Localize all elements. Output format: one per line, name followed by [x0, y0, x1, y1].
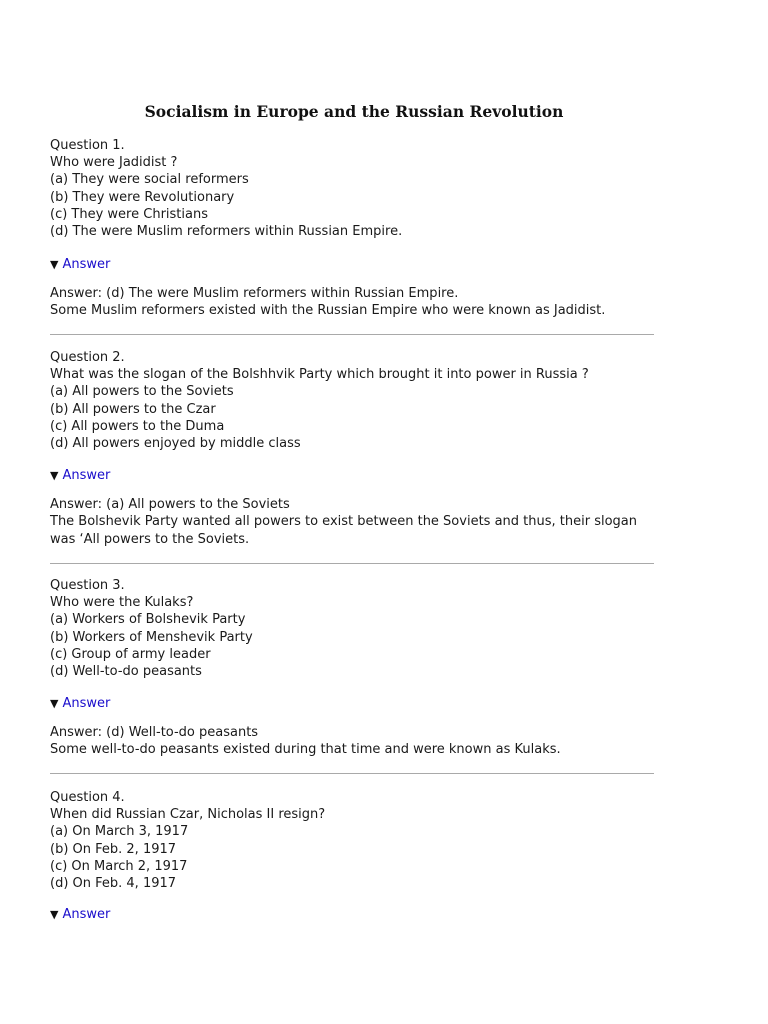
- question-text: Who were the Kulaks?: [50, 595, 194, 611]
- answer-toggle-label: Answer: [62, 257, 111, 272]
- answer-toggle[interactable]: [50, 695, 110, 712]
- option-a: (a) Workers of Bolshevik Party: [50, 612, 246, 628]
- question-number: Question 2.: [50, 350, 125, 365]
- option-d: (d) The were Muslim reformers within Russian Empire.: [50, 224, 403, 240]
- answer-toggle[interactable]: [50, 467, 110, 484]
- option-b: (b) On Feb. 2, 1917: [50, 841, 177, 857]
- question-number: Question 3.: [50, 578, 125, 593]
- option-c: (c) On March 2, 1917: [50, 858, 188, 874]
- question-number: Question 1.: [50, 138, 125, 153]
- question-block: [50, 137, 654, 240]
- triangle-down-icon: ▼: [50, 908, 59, 921]
- divider: [50, 563, 654, 564]
- option-a: (a) On March 3, 1917: [50, 824, 189, 840]
- answer-block: [50, 285, 654, 320]
- question-text: What was the slogan of the Bolshhvik Party which brought it into power in Russia ?: [50, 367, 589, 383]
- answer-text: Answer: (d) The were Muslim reformers within Russian Empire.: [50, 286, 459, 301]
- divider: [50, 773, 654, 774]
- divider: [50, 334, 654, 335]
- question-number: Question 4.: [50, 790, 125, 805]
- question-text: Who were Jadidist ?: [50, 155, 178, 171]
- option-d: (d) On Feb. 4, 1917: [50, 876, 177, 892]
- question-block: [50, 577, 654, 680]
- answer-explanation: The Bolshevik Party wanted all powers to exist between the Soviets and thus, their slogan was ‘All powers to the Soviets.: [50, 514, 637, 547]
- option-b: (b) All powers to the Czar: [50, 401, 216, 417]
- question-text: When did Russian Czar, Nicholas II resign?: [50, 807, 326, 823]
- option-a: (a) They were social reformers: [50, 172, 249, 188]
- question-block: [50, 349, 654, 452]
- answer-toggle-label: Answer: [62, 907, 111, 922]
- answer-toggle-label: Answer: [62, 468, 111, 483]
- question-block: [50, 789, 654, 892]
- answer-toggle[interactable]: [50, 906, 110, 923]
- triangle-down-icon: ▼: [50, 258, 59, 271]
- page-title: Socialism in Europe and the Russian Revolution: [144, 102, 564, 121]
- answer-explanation: Some Muslim reformers existed with the Russian Empire who were known as Jadidist.: [50, 303, 606, 319]
- triangle-down-icon: ▼: [50, 697, 59, 710]
- option-b: (b) They were Revolutionary: [50, 189, 235, 205]
- answer-explanation: Some well-to-do peasants existed during that time and were known as Kulaks.: [50, 742, 561, 758]
- triangle-down-icon: ▼: [50, 469, 59, 482]
- answer-text: Answer: (a) All powers to the Soviets: [50, 497, 290, 512]
- option-a: (a) All powers to the Soviets: [50, 384, 234, 400]
- option-c: (c) Group of army leader: [50, 646, 211, 662]
- answer-block: [50, 496, 654, 548]
- answer-block: [50, 724, 654, 759]
- answer-text: Answer: (d) Well-to-do peasants: [50, 725, 259, 740]
- answer-toggle-label: Answer: [62, 696, 111, 711]
- option-d: (d) All powers enjoyed by middle class: [50, 436, 301, 452]
- option-c: (c) They were Christians: [50, 206, 208, 222]
- option-c: (c) All powers to the Duma: [50, 418, 225, 434]
- option-d: (d) Well-to-do peasants: [50, 664, 202, 680]
- option-b: (b) Workers of Menshevik Party: [50, 629, 253, 645]
- answer-toggle[interactable]: [50, 256, 110, 273]
